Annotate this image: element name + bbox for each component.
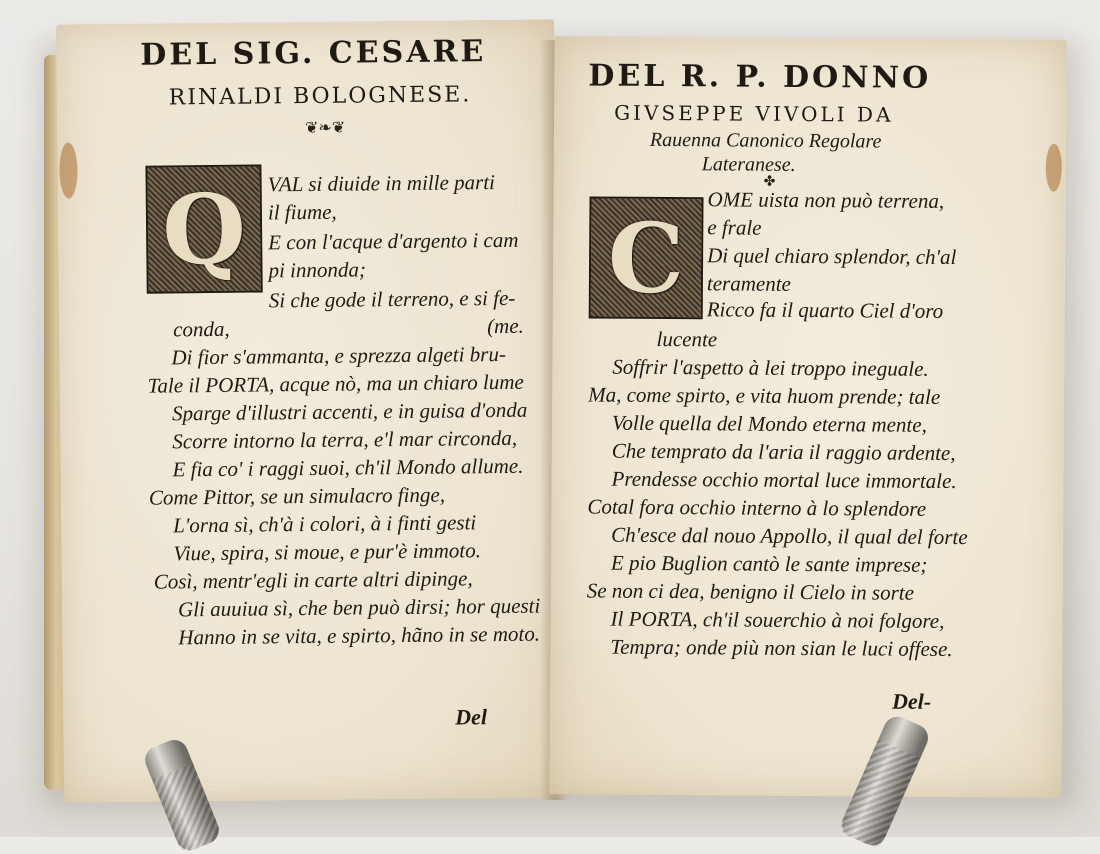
right-decorated-initial bbox=[589, 196, 704, 319]
right-initial-letter: C bbox=[607, 201, 685, 315]
left-line-15: Viue, spira, si moue, e pur'è immoto. bbox=[173, 538, 481, 566]
right-line-17: Tempra; onde più non sian le luci offese. bbox=[610, 634, 953, 662]
left-heading-line2: RINALDI BOLOGNESE. bbox=[168, 82, 472, 111]
left-line-7: (me. bbox=[486, 313, 524, 339]
left-heading-line1: DEL SIG. CESARE bbox=[140, 34, 487, 73]
left-line-17: Gli auuiua sì, che ben può dirsi; hor questi bbox=[177, 593, 541, 622]
left-page bbox=[56, 19, 562, 802]
right-heading-line1: DEL R. P. DONNO bbox=[588, 58, 932, 96]
left-line-1: VAL si diuide in mille parti bbox=[267, 170, 496, 197]
right-line-13: Ch'esce dal nouo Appollo, il qual del forte bbox=[611, 522, 968, 550]
foxing-stain bbox=[59, 142, 78, 198]
right-line-4: teramente bbox=[706, 271, 791, 296]
left-catchword: Del bbox=[455, 704, 488, 730]
left-line-5: Si che gode il terreno, e si fe- bbox=[268, 285, 516, 313]
left-line-14: L'orna sì, ch'à i colori, à i finti gesti bbox=[173, 510, 477, 538]
right-line-1: OME uista non può terrena, bbox=[707, 187, 945, 213]
right-line-9: Volle quella del Mondo eterna mente, bbox=[611, 410, 927, 437]
right-page bbox=[549, 36, 1066, 798]
right-line-12: Cotal fora occhio interno à lo splendore bbox=[587, 494, 927, 521]
left-line-8: Di fior s'ammanta, e sprezza algeti bru- bbox=[171, 341, 507, 370]
foxing-stain bbox=[1046, 144, 1062, 192]
right-line-3: Di quel chiaro splendor, ch'al bbox=[707, 243, 957, 270]
left-line-12: E fia co' i raggi suoi, ch'il Mondo allume. bbox=[172, 453, 524, 482]
left-initial-letter: Q bbox=[161, 172, 247, 287]
right-line-14: E pio Buglion cantò le sante imprese; bbox=[610, 550, 928, 577]
left-line-10: Sparge d'illustri accenti, e in guisa d'onda bbox=[171, 397, 528, 426]
right-line-5: Ricco fa il quarto Ciel d'oro bbox=[706, 297, 944, 323]
left-decorated-initial bbox=[145, 164, 262, 293]
right-catchword: Del- bbox=[891, 688, 932, 714]
right-heading-line2: GIVSEPPE VIVOLI DA bbox=[614, 100, 894, 127]
right-line-7: Soffrir l'aspetto à lei troppo ineguale. bbox=[612, 354, 929, 381]
left-line-13: Come Pittor, se un simulacro finge, bbox=[148, 482, 446, 510]
right-line-2: e frale bbox=[707, 215, 762, 240]
right-heading-line3: Rauenna Canonico Regolare bbox=[649, 128, 882, 153]
left-line-2: il fiume, bbox=[267, 199, 337, 225]
left-line-3: E con l'acque d'argento i cam bbox=[268, 227, 519, 255]
left-line-4: pi innonda; bbox=[268, 257, 367, 283]
right-heading-line4: Lateranese. bbox=[701, 153, 796, 176]
left-line-6: conda, bbox=[173, 316, 230, 342]
right-line-11: Prendesse occhio mortal luce immortale. bbox=[611, 466, 957, 494]
left-ornament: ❦❧❦ bbox=[304, 117, 346, 138]
right-ornament: ✤ bbox=[763, 173, 776, 190]
right-line-8: Ma, come spirto, e vita huom prende; tale bbox=[588, 382, 941, 409]
left-line-16: Così, mentr'egli in carte altri dipinge, bbox=[153, 566, 473, 594]
right-line-6: lucente bbox=[656, 326, 718, 352]
right-line-10: Che temprato da l'aria il raggio ardente, bbox=[611, 438, 956, 466]
right-line-15: Se non ci dea, benigno il Cielo in sorte bbox=[586, 578, 915, 605]
left-line-9: Tale il PORTA, acque nò, ma un chiaro lume bbox=[147, 369, 524, 398]
left-line-11: Scorre intorno la terra, e'l mar circonda, bbox=[172, 425, 518, 454]
left-line-18: Hanno in se vita, e spirto, hãno in se moto. bbox=[178, 621, 541, 650]
right-line-16: Il PORTA, ch'il souerchio à noi folgore, bbox=[610, 606, 945, 633]
